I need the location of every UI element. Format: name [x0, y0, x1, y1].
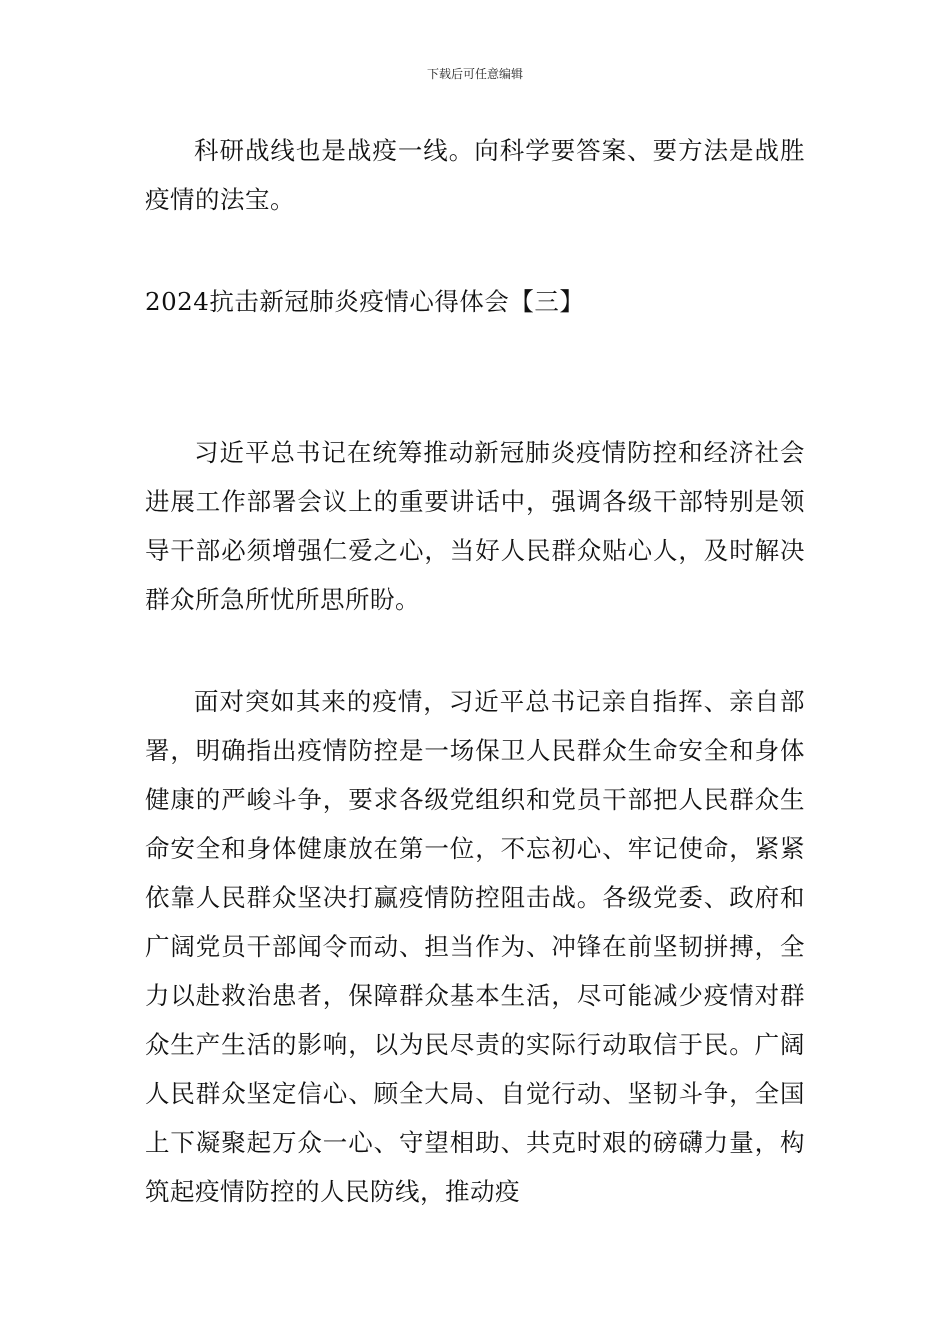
document-body	[145, 126, 805, 1216]
paragraph-speech: 习近平总书记在统筹推动新冠肺炎疫情防控和经济社会进展工作部署会议上的重要讲话中，强调各级干部特别是领导干部必须增强仁爱之心，当好人民群众贴心人，及时解决群众所急所忧所思所盼。	[145, 438, 805, 614]
section-heading: 2024抗击新冠肺炎疫情心得体会【三】	[145, 287, 585, 316]
paragraph-epidemic-response: 面对突如其来的疫情，习近平总书记亲自指挥、亲自部署，明确指出疫情防控是一场保卫人民群众生命安全和身体健康的严峻斗争，要求各级党组织和党员干部把人民群众生命安全和身体健康放在第一位，不忘初心、牢记使命，紧紧依靠人民群众坚决打赢疫情防控阻击战。各级党委、政府和广阔党员干部闻令而动、担当作为、冲锋在前坚韧拼搏，全力以赴救治患者，保障群众基本生活，尽可能减少疫情对群众生产生活的影响，以为民尽责的实际行动取信于民。广阔人民群众坚定信心、顾全大局、自觉行动、坚韧斗争，全国上下凝聚起万众一心、守望相助、共克时艰的磅礴力量，构筑起疫情防控的人民防线，推动疫	[145, 687, 805, 1206]
spacer	[145, 224, 805, 277]
spacer	[145, 624, 805, 677]
spacer	[145, 326, 805, 428]
page-header: 下载后可任意编辑	[426, 67, 523, 81]
paragraph-science: 科研战线也是战疫一线。向科学要答案、要方法是战胜疫情的法宝。	[145, 136, 805, 214]
